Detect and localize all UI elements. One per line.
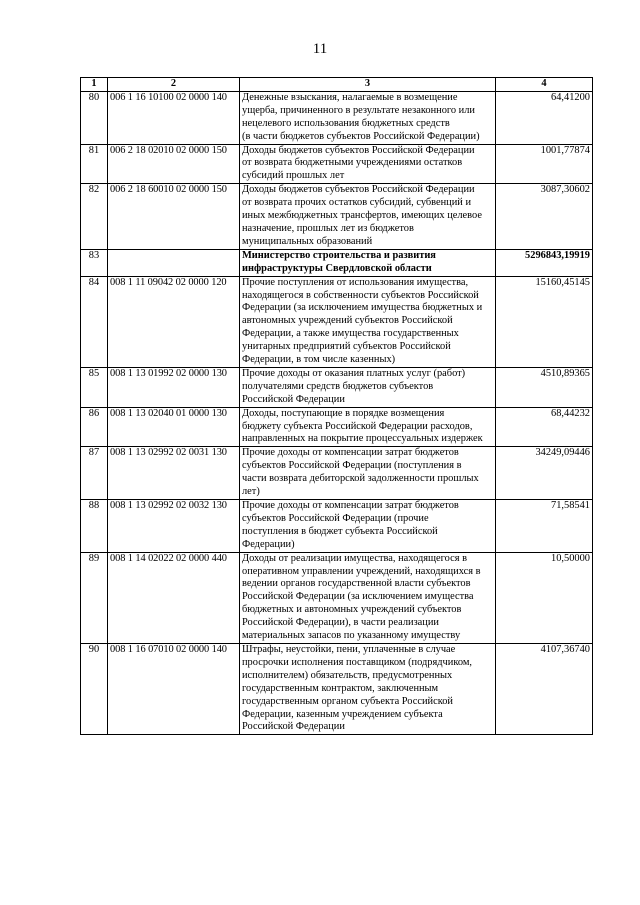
description-line: ведении органов государственной власти субъектов <box>242 578 471 590</box>
revenue-code-cell: 006 1 16 10100 02 0000 140 <box>108 91 240 144</box>
description-line: исполнителем) обязательств, предусмотренных <box>242 669 453 681</box>
description-line: субъектов Российской Федерации (прочие <box>242 512 429 524</box>
description-line: Прочие доходы от оказания платных услуг (работ) <box>242 367 466 379</box>
description-line: Доходы от реализации имущества, находящегося в <box>242 552 467 564</box>
description-cell <box>240 367 496 407</box>
revenue-code-cell: 006 2 18 60010 02 0000 150 <box>108 184 240 250</box>
table-row <box>81 552 593 643</box>
amount-cell: 3087,30602 <box>496 184 593 250</box>
revenue-code-cell: 008 1 13 02992 02 0032 130 <box>108 500 240 553</box>
revenue-code-cell: 008 1 16 07010 02 0000 140 <box>108 643 240 734</box>
row-number-cell: 89 <box>81 552 108 643</box>
description-line: Прочие доходы от компенсации затрат бюджетов <box>242 447 459 459</box>
amount-cell: 71,58541 <box>496 500 593 553</box>
description-cell <box>240 184 496 250</box>
description-line: Российской Федерации <box>242 721 345 733</box>
description-line: Федерации, в том числе казенных) <box>242 354 396 366</box>
description-line: автономных учреждений субъектов Российской <box>242 315 453 327</box>
description-line: Министерство строительства и развития <box>242 249 436 261</box>
description-line: (в части бюджетов субъектов Российской Федерации) <box>242 130 480 142</box>
amount-cell: 1001,77874 <box>496 144 593 184</box>
revenue-table <box>80 77 593 735</box>
revenue-code-cell: 008 1 13 02992 02 0031 130 <box>108 447 240 500</box>
column-header-amount: 4 <box>496 78 593 92</box>
description-line: Российской Федерации <box>242 393 345 405</box>
amount-cell: 64,41200 <box>496 91 593 144</box>
table-row <box>81 184 593 250</box>
revenue-code-cell: 008 1 14 02022 02 0000 440 <box>108 552 240 643</box>
description-line: бюджетных и автономных учреждений субъектов <box>242 604 462 616</box>
revenue-code-cell: 008 1 13 01992 02 0000 130 <box>108 367 240 407</box>
description-cell <box>240 643 496 734</box>
description-line: Федерации, казенным учреждением субъекта <box>242 708 443 720</box>
table-row <box>81 144 593 184</box>
revenue-code-cell <box>108 249 240 276</box>
description-cell <box>240 447 496 500</box>
description-line: Российской Федерации (за исключением имущества <box>242 591 474 603</box>
description-line: унитарных предприятий субъектов Российской <box>242 341 451 353</box>
description-cell <box>240 500 496 553</box>
description-cell <box>240 144 496 184</box>
description-line: Федерации, а также имущества государственных <box>242 328 459 340</box>
description-line: Российской Федерации), в части реализации <box>242 617 439 629</box>
description-line: Федерации (за исключением имущества бюджетных и <box>242 302 483 314</box>
amount-cell: 68,44232 <box>496 407 593 447</box>
revenue-code-cell: 008 1 13 02040 01 0000 130 <box>108 407 240 447</box>
row-number-cell: 82 <box>81 184 108 250</box>
description-cell <box>240 276 496 367</box>
description-line: бюджету субъекта Российской Федерации расходов, <box>242 420 473 432</box>
row-number-cell: 84 <box>81 276 108 367</box>
revenue-code-cell: 008 1 11 09042 02 0000 120 <box>108 276 240 367</box>
description-line: субсидий прошлых лет <box>242 170 345 182</box>
row-number-cell: 80 <box>81 91 108 144</box>
description-line: просрочки исполнения поставщиком (подрядчиком, <box>242 656 473 668</box>
description-line: части возврата дебиторской задолженности прошлых <box>242 473 479 485</box>
table-row <box>81 276 593 367</box>
description-line: государственным органом субъекта Российской <box>242 695 453 707</box>
description-line: поступления в бюджет субъекта Российской <box>242 525 438 537</box>
description-line: Прочие поступления от использования имущества, <box>242 276 469 288</box>
description-cell <box>240 552 496 643</box>
row-number-cell: 83 <box>81 249 108 276</box>
description-line: муниципальных образований <box>242 235 373 247</box>
table-row <box>81 447 593 500</box>
revenue-code-cell: 006 2 18 02010 02 0000 150 <box>108 144 240 184</box>
row-number-cell: 88 <box>81 500 108 553</box>
page-number: 11 <box>312 41 328 57</box>
description-line: материальных запасов по указанному имуществу <box>242 630 461 642</box>
row-number-cell: 90 <box>81 643 108 734</box>
column-header-description: 3 <box>240 78 496 92</box>
table-row <box>81 643 593 734</box>
description-line: Доходы бюджетов субъектов Российской Федерации <box>242 184 475 196</box>
column-header-number: 1 <box>81 78 108 92</box>
table-row <box>81 91 593 144</box>
row-number-cell: 86 <box>81 407 108 447</box>
description-line: получателями средств бюджетов субъектов <box>242 380 434 392</box>
description-cell <box>240 249 496 276</box>
row-number-cell: 87 <box>81 447 108 500</box>
description-line: Доходы бюджетов субъектов Российской Федерации <box>242 144 475 156</box>
description-line: инфраструктуры Свердловской области <box>242 262 432 274</box>
description-line: направленных на покрытие процессуальных издержек <box>242 433 483 445</box>
amount-cell: 4107,36740 <box>496 643 593 734</box>
table-row <box>81 407 593 447</box>
amount-cell: 15160,45145 <box>496 276 593 367</box>
description-line: оперативном управлении учреждений, находящихся в <box>242 565 481 577</box>
row-number-cell: 81 <box>81 144 108 184</box>
row-number-cell: 85 <box>81 367 108 407</box>
description-line: от возврата бюджетными учреждениями остатков <box>242 157 463 169</box>
description-line: государственным контрактом, заключенным <box>242 682 439 694</box>
table-row <box>81 500 593 553</box>
amount-cell: 5296843,19919 <box>496 249 593 276</box>
description-line: Доходы, поступающие в порядке возмещения <box>242 407 445 419</box>
description-line: Федерации) <box>242 538 295 550</box>
description-line: субъектов Российской Федерации (поступления в <box>242 460 462 472</box>
amount-cell: 34249,09446 <box>496 447 593 500</box>
description-line: Денежные взыскания, налагаемые в возмещение <box>242 91 458 103</box>
description-cell <box>240 407 496 447</box>
description-cell <box>240 91 496 144</box>
table-header-row <box>81 78 593 92</box>
description-line: иных межбюджетных трансфертов, имеющих целевое <box>242 210 482 222</box>
description-line: Штрафы, неустойки, пени, уплаченные в случае <box>242 643 456 655</box>
description-line: Прочие доходы от компенсации затрат бюджетов <box>242 500 459 511</box>
table-row <box>81 367 593 407</box>
description-line: ущерба, причиненного в результате незаконного или <box>242 104 475 116</box>
description-line: назначение, прошлых лет из бюджетов <box>242 222 414 234</box>
description-line: находящегося в собственности субъектов Российской <box>242 289 479 301</box>
column-header-code: 2 <box>108 78 240 92</box>
amount-cell: 4510,89365 <box>496 367 593 407</box>
table-body <box>81 91 593 734</box>
description-line: лет) <box>242 486 260 498</box>
table-row <box>81 249 593 276</box>
amount-cell: 10,50000 <box>496 552 593 643</box>
description-line: нецелевого использования бюджетных средств <box>242 117 450 129</box>
description-line: от возврата прочих остатков субсидий, субвенций и <box>242 197 472 209</box>
